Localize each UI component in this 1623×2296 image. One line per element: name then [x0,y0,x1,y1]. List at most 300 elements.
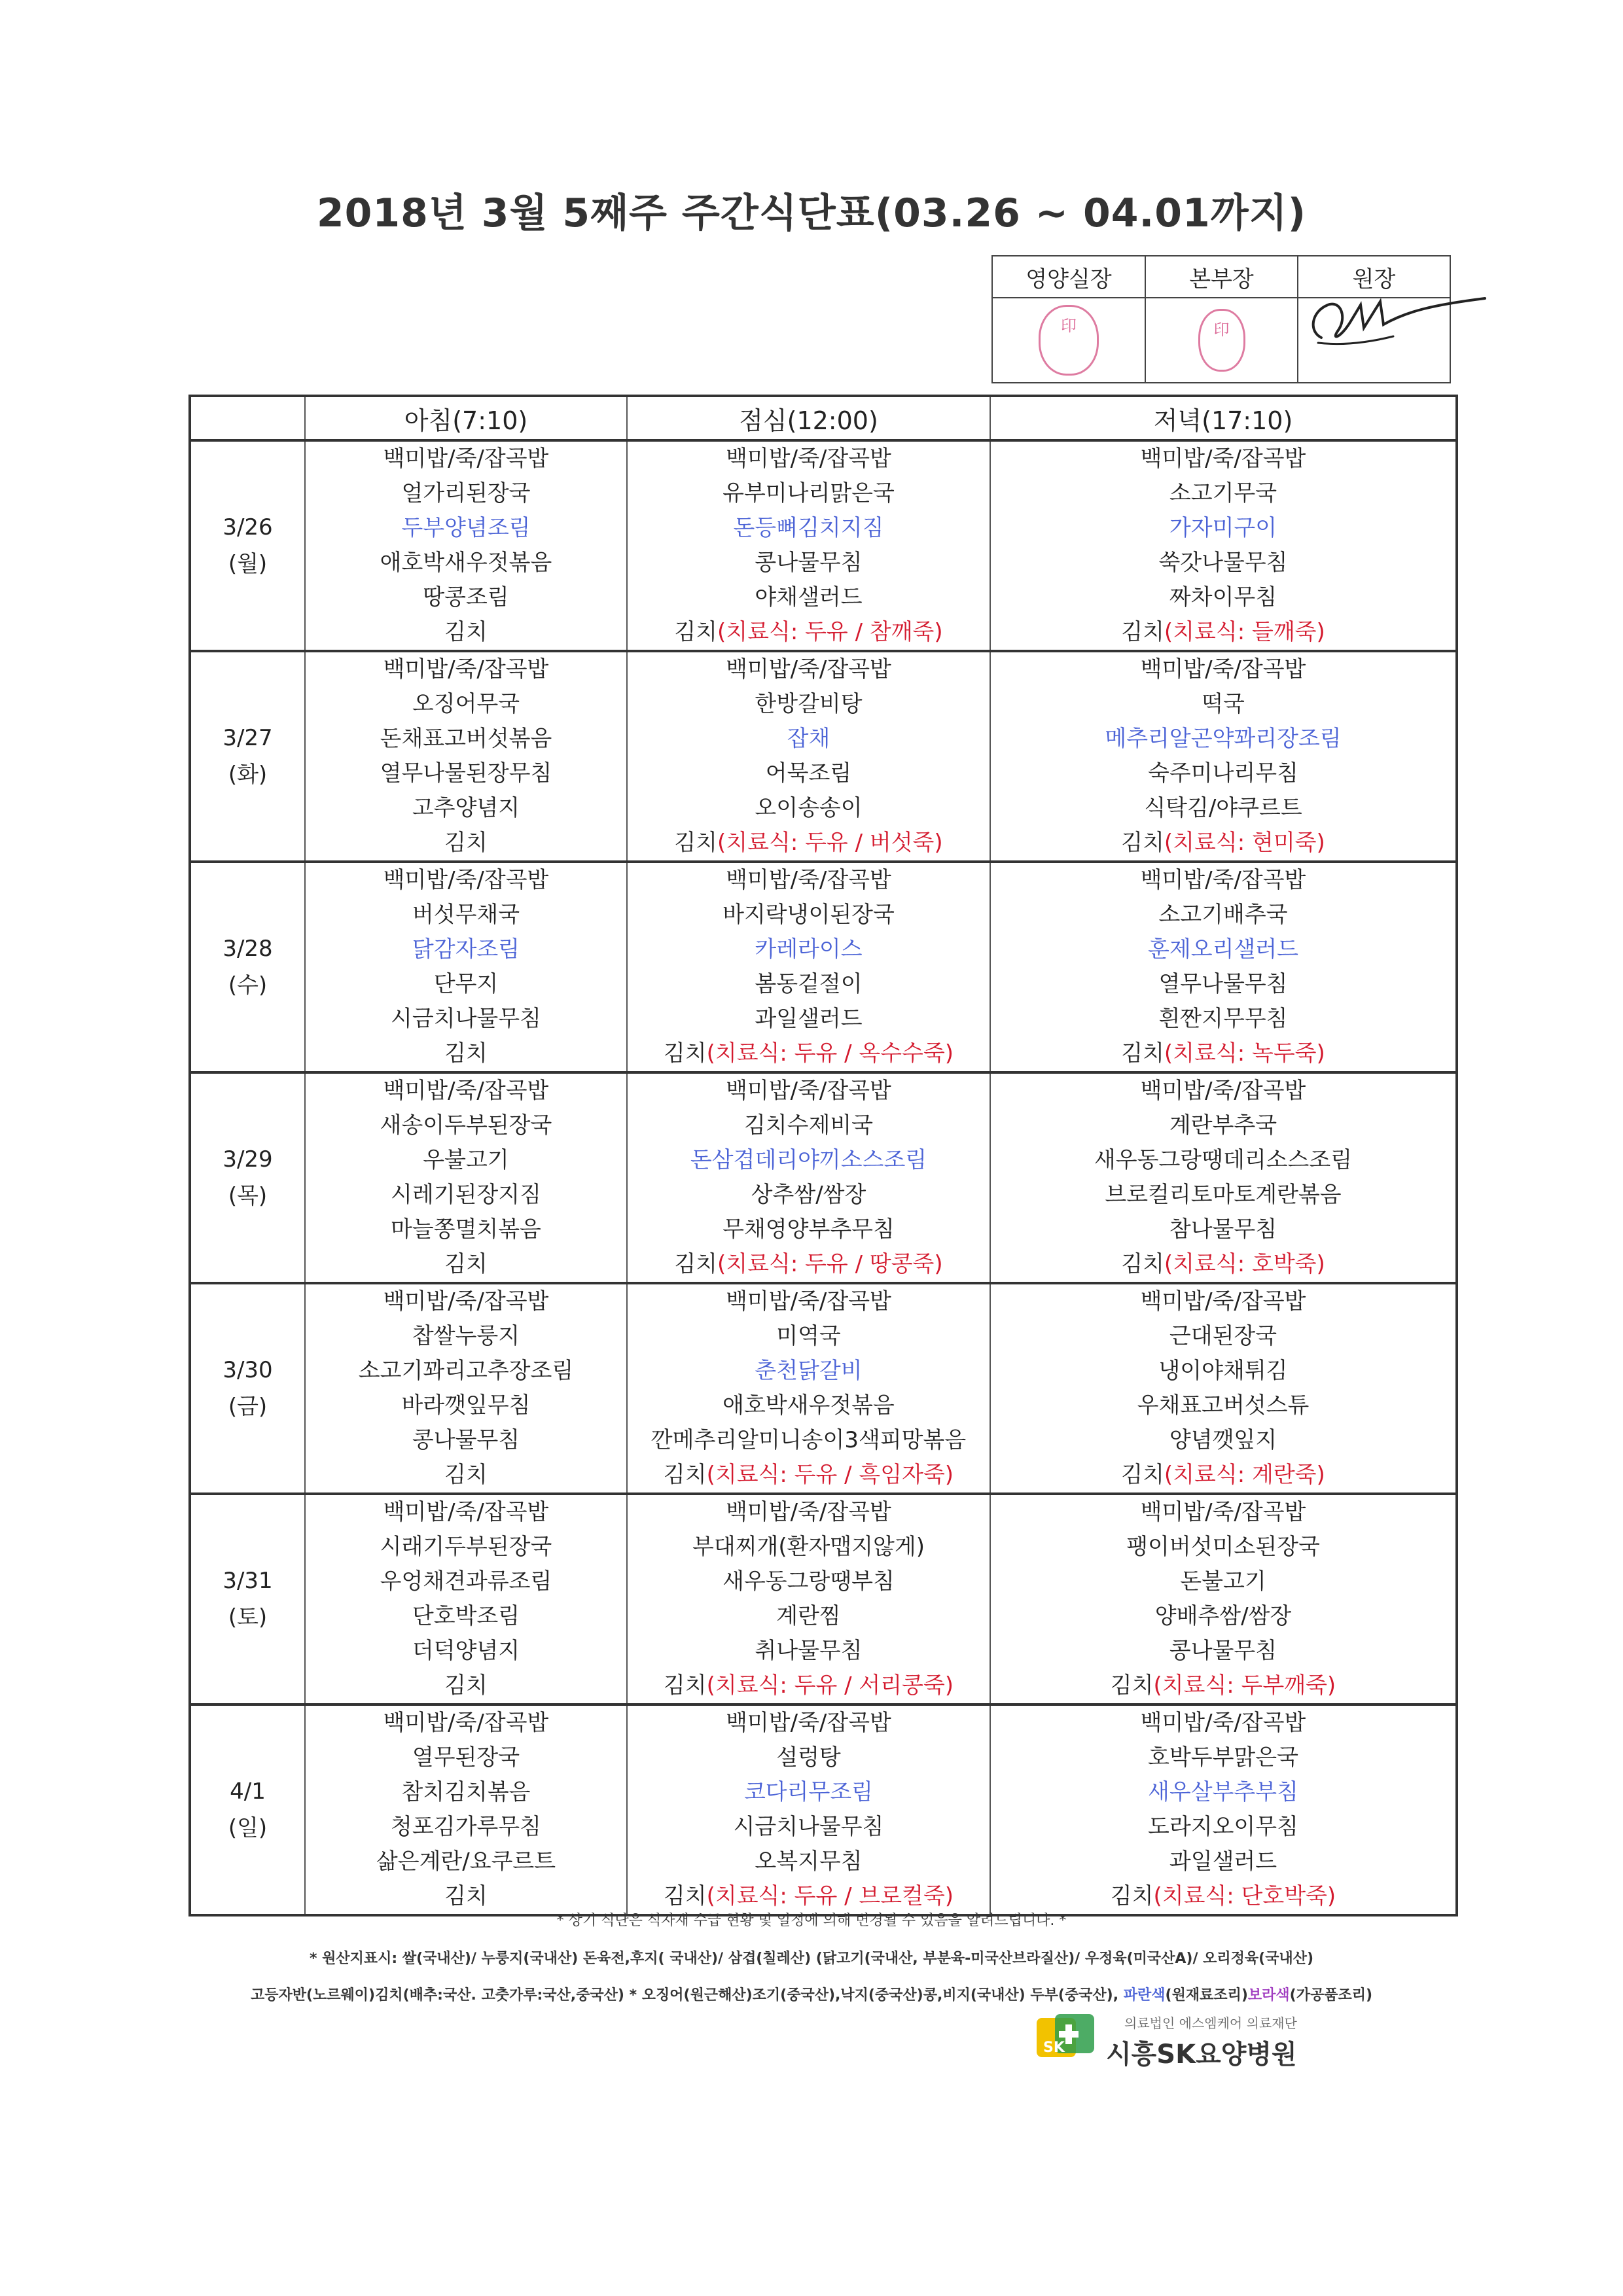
dish-name: 고추양념지 [412,795,520,821]
main-dish-highlight: 돈등뼈김치지짐 [733,515,884,541]
menu-item [991,1634,1455,1669]
menu-item [991,1108,1455,1143]
day-date: 3/30 [223,1357,273,1383]
dish-name: 김치 [663,1883,707,1909]
dish-name: 계란부추국 [1169,1112,1277,1139]
menu-item [628,1775,990,1810]
menu-item [991,1284,1455,1319]
seal-stamp: 印 [1039,305,1099,376]
dish-name: 한방갈비탕 [755,691,863,717]
main-dish-highlight: 잡채 [787,726,830,752]
dish-name: 시금치나물무침 [733,1814,884,1840]
handwritten-signature [1302,266,1498,357]
menu-item [991,1458,1455,1492]
day-weekday: (목) [228,1183,268,1209]
menu-item [628,1423,990,1458]
menu-item [991,1247,1455,1282]
dish-name: 새우동그랑땡데리소스조림 [1094,1147,1353,1173]
hospital-subtitle: 의료법인 에스엠케어 의료재단 [1124,2015,1297,2031]
menu-item [306,1036,626,1071]
menu-day-row [190,1072,1457,1283]
blue-legend-word: 파란색 [1123,1987,1166,2004]
dish-name: 백미밥/죽/잡곡밥 [1140,446,1306,472]
menu-item [628,826,990,860]
day-weekday: (일) [228,1815,268,1841]
menu-item [628,1669,990,1703]
dish-name: 백미밥/죽/잡곡밥 [726,867,891,893]
dish-name: 콩나물무침 [412,1427,520,1453]
menu-item [306,476,626,511]
dish-name: 소고기배추국 [1158,902,1288,928]
menu-item [628,1002,990,1036]
meal-cell-breakfast [305,1072,627,1283]
dish-name: 단무지 [433,971,499,997]
dish-name: 백미밥/죽/잡곡밥 [1140,656,1306,682]
menu-item [628,1212,990,1247]
therapeutic-diet-note: (치료식: 두유 / 서리콩죽) [706,1672,954,1699]
dish-name: 김치 [1121,830,1164,856]
main-dish-highlight: 춘천닭갈비 [755,1358,863,1384]
menu-item [991,546,1455,580]
menu-item [306,1740,626,1775]
menu-item [306,1775,626,1810]
dish-name: 과일샐러드 [1169,1848,1277,1875]
menu-item [306,1108,626,1143]
dish-name: 식탁김/야쿠르트 [1144,795,1302,821]
approval-seal-director [1145,298,1298,383]
dish-name: 참치김치볶음 [401,1779,531,1805]
menu-item [991,687,1455,722]
menu-item [628,722,990,756]
menu-item [991,1810,1455,1845]
svg-text:SK: SK [1043,2040,1065,2056]
dish-name: 김치 [444,1251,488,1277]
menu-item [306,1178,626,1212]
header-lunch: 점심(12:00) [627,396,990,440]
dish-name: 백미밥/죽/잡곡밥 [383,446,549,472]
menu-item [628,615,990,650]
dish-name: 양배추쌈/쌈장 [1154,1603,1292,1629]
dish-name: 김치 [1121,1040,1164,1067]
dish-name: 브로컬리토마토계란볶음 [1105,1182,1342,1208]
dish-name: 바지락냉이된장국 [722,902,895,928]
menu-day-row [190,862,1457,1072]
menu-item [991,863,1455,898]
dish-name: 김치 [1110,1672,1154,1699]
menu-item [628,1247,990,1282]
dish-name: 야채샐러드 [755,584,863,610]
menu-item [306,1810,626,1845]
day-date: 4/1 [230,1778,266,1805]
therapeutic-diet-note: (치료식: 두유 / 흑임자죽) [706,1462,954,1488]
dish-name: 호박두부맑은국 [1148,1744,1298,1771]
menu-item [306,932,626,967]
therapeutic-diet-note: (치료식: 두유 / 버섯죽) [717,830,943,856]
hospital-brand [1033,2007,1373,2073]
menu-item [306,1143,626,1178]
dish-name: 김치 [444,1462,488,1488]
main-dish-highlight: 새우살부추부침 [1148,1779,1298,1805]
menu-item [991,1564,1455,1599]
menu-day-row [190,440,1457,651]
dish-name: 우불고기 [423,1147,509,1173]
menu-item [306,1002,626,1036]
menu-item [306,442,626,476]
menu-item [306,863,626,898]
menu-item [991,652,1455,687]
menu-item [628,546,990,580]
main-dish-highlight: 가자미구이 [1169,515,1277,541]
menu-item [306,1319,626,1354]
main-dish-highlight: 카레라이스 [755,936,863,963]
origin-text: 고등자반(노르웨이)김치(배추:국산. 고춧가루:국산,중국산) * 오징어(원근해산)조기(중국산),낙지(중국산)콩,비지(국내산) 두부(중국산), [250,1987,1124,2004]
menu-item [991,967,1455,1002]
menu-item [306,580,626,615]
menu-item [991,442,1455,476]
dish-name: 돈불고기 [1180,1568,1266,1595]
hospital-logo-icon [1033,2011,1098,2064]
menu-day-row [190,1704,1457,1915]
menu-item [991,826,1455,860]
dish-name: 오이송송이 [755,795,863,821]
day-label [190,1704,305,1915]
dish-name: 백미밥/죽/잡곡밥 [1140,1710,1306,1736]
dish-name: 설렁탕 [776,1744,841,1771]
menu-body [190,440,1457,1915]
menu-item [628,1284,990,1319]
meal-cell-lunch [627,651,990,862]
dish-name: 유부미나리맑은국 [722,480,895,506]
menu-item [991,1212,1455,1247]
header-day [190,396,305,440]
menu-item [628,791,990,826]
meal-cell-breakfast [305,1704,627,1915]
meal-cell-lunch [627,1494,990,1704]
menu-item [628,476,990,511]
menu-item [306,1074,626,1108]
dish-name: 찹쌀누룽지 [412,1323,520,1349]
dish-name: 김치 [1121,619,1164,645]
menu-item [628,756,990,791]
dish-name: 소고기무국 [1169,480,1277,506]
origin-info-line2 [0,1984,1623,2004]
dish-name: 상추쌈/쌈장 [751,1182,866,1208]
dish-name: 애호박새우젓볶음 [380,550,552,576]
meal-cell-breakfast [305,651,627,862]
menu-item [991,1845,1455,1879]
dish-name: 깐메추리알미니송이3색피망볶음 [651,1427,967,1453]
menu-item [991,932,1455,967]
menu-item [628,1036,990,1071]
day-label [190,651,305,862]
meal-cell-lunch [627,1072,990,1283]
menu-item [628,687,990,722]
day-label [190,862,305,1072]
meal-cell-dinner [990,1283,1457,1494]
dish-name: 단호박조림 [412,1603,520,1629]
menu-item [306,1247,626,1282]
menu-item [306,511,626,546]
purple-legend-note: (가공품조리) [1289,1987,1373,2004]
dish-name: 백미밥/죽/잡곡밥 [1140,1288,1306,1315]
dish-name: 김치 [444,830,488,856]
menu-item [991,1074,1455,1108]
meal-cell-lunch [627,862,990,1072]
menu-item [991,1178,1455,1212]
dish-name: 김치 [444,1040,488,1067]
meal-cell-breakfast [305,862,627,1072]
dish-name: 콩나물무침 [1169,1638,1277,1664]
dish-name: 김치 [444,619,488,645]
menu-item [628,1074,990,1108]
dish-name: 시레기된장지짐 [391,1182,541,1208]
menu-item [628,1740,990,1775]
dish-name: 열무나물된장무침 [380,760,552,786]
dish-name: 우엉채견과류조림 [380,1568,552,1595]
dish-name: 얼가리된장국 [401,480,531,506]
dish-name: 김치 [674,830,718,856]
dish-name: 양념깻잎지 [1169,1427,1277,1453]
dish-name: 새송이두부된장국 [380,1112,552,1139]
dish-name: 시금치나물무침 [391,1006,541,1032]
menu-item [991,615,1455,650]
menu-item [306,1495,626,1530]
dish-name: 새우동그랑땡부침 [722,1568,895,1595]
weekly-menu-table [188,395,1458,1916]
menu-item [306,1634,626,1669]
day-weekday: (수) [228,972,268,998]
dish-name: 부대찌개(환자맵지않게) [692,1534,925,1560]
menu-item [628,898,990,932]
header-breakfast: 아침(7:10) [305,396,627,440]
dish-name: 오징어무국 [412,691,520,717]
approval-header-director: 본부장 [1145,256,1298,298]
therapeutic-diet-note: (치료식: 단호박죽) [1153,1883,1336,1909]
dish-name: 떡국 [1202,691,1245,717]
therapeutic-diet-note: (치료식: 계란죽) [1164,1462,1325,1488]
menu-day-row [190,1494,1457,1704]
dish-name: 버섯무채국 [412,902,520,928]
menu-item [306,615,626,650]
day-weekday: (금) [228,1394,268,1420]
dish-name: 마늘쫑멸치볶음 [391,1216,541,1243]
menu-item [306,722,626,756]
menu-item [628,1530,990,1564]
dish-name: 애호박새우젓볶음 [722,1392,895,1419]
dish-name: 김치 [674,619,718,645]
therapeutic-diet-note: (치료식: 두부깨죽) [1153,1672,1336,1699]
menu-item [991,1388,1455,1423]
day-date: 3/27 [223,725,273,751]
dish-name: 백미밥/죽/잡곡밥 [1140,1078,1306,1104]
menu-item [991,511,1455,546]
origin-info-line1: * 원산지표시: 쌀(국내산)/ 누룽지(국내산) 돈육전,후지( 국내산)/ 삼겹(칠레산) (닭고기(국내산, 부분육-미국산브라질산)/ 우정육(미국산A)/ 오리정육(국내산) [309,1951,1314,1967]
therapeutic-diet-note: (치료식: 두유 / 땅콩죽) [717,1251,943,1277]
dish-name: 백미밥/죽/잡곡밥 [1140,1499,1306,1525]
dish-name: 김치 [1121,1462,1164,1488]
menu-item [991,898,1455,932]
dish-name: 백미밥/죽/잡곡밥 [726,656,891,682]
day-date: 3/26 [223,514,273,540]
menu-item [628,1108,990,1143]
menu-item [306,1599,626,1634]
dish-name: 취나물무침 [755,1638,863,1664]
menu-item [991,1740,1455,1775]
therapeutic-diet-note: (치료식: 두유 / 옥수수죽) [706,1040,954,1067]
menu-item [991,1319,1455,1354]
dish-name: 바라깻잎무침 [401,1392,531,1419]
menu-item [306,791,626,826]
menu-item [306,1284,626,1319]
menu-item [628,1634,990,1669]
therapeutic-diet-note: (치료식: 두유 / 브로컬죽) [706,1883,954,1909]
menu-item [306,1458,626,1492]
menu-item [628,652,990,687]
dish-name: 도라지오이무침 [1148,1814,1298,1840]
menu-item [991,1669,1455,1703]
dish-name: 땅콩조림 [423,584,509,610]
meal-cell-lunch [627,440,990,651]
dish-name: 청포김가루무침 [391,1814,541,1840]
dish-name: 숙주미나리무침 [1148,760,1298,786]
approval-header-nutrition: 영양실장 [992,256,1145,298]
main-dish-highlight: 닭감자조림 [412,936,520,963]
menu-item [306,687,626,722]
menu-item [628,1319,990,1354]
menu-item [306,756,626,791]
menu-item [991,1002,1455,1036]
menu-item [628,1495,990,1530]
meal-cell-lunch [627,1704,990,1915]
menu-item [306,1212,626,1247]
dish-name: 시래기두부된장국 [380,1534,552,1560]
menu-item [991,1423,1455,1458]
dish-name: 김치 [1110,1883,1154,1909]
menu-item [991,1530,1455,1564]
dish-name: 김치 [674,1251,718,1277]
main-dish-highlight: 두부양념조림 [401,515,531,541]
day-label [190,1072,305,1283]
dish-name: 백미밥/죽/잡곡밥 [383,656,549,682]
day-label [190,1283,305,1494]
dish-name: 더덕양념지 [412,1638,520,1664]
dish-name: 김치 [444,1883,488,1909]
menu-item [628,1564,990,1599]
menu-item [628,1178,990,1212]
purple-legend-word: 보라색 [1247,1987,1290,2004]
change-notice: * 상기 식단은 식자재 수급 현황 및 일정에 의해 변경될 수 있음을 알려드립니다. * [556,1913,1067,1929]
menu-day-row [190,651,1457,862]
dish-name: 짜차이무침 [1169,584,1277,610]
menu-item [628,863,990,898]
menu-item [628,932,990,967]
menu-item [628,1810,990,1845]
dish-name: 팽이버섯미소된장국 [1126,1534,1320,1560]
dish-name: 백미밥/죽/잡곡밥 [383,1710,549,1736]
therapeutic-diet-note: (치료식: 호박죽) [1164,1251,1325,1277]
day-date: 3/31 [223,1568,273,1594]
dish-name: 삶은계란/요쿠르트 [376,1848,556,1875]
menu-item [306,1423,626,1458]
menu-item [306,546,626,580]
day-date: 3/28 [223,936,273,962]
dish-name: 김치수제비국 [743,1112,874,1139]
menu-item [991,1354,1455,1388]
approval-signature-chief [1298,298,1450,383]
meal-cell-dinner [990,1704,1457,1915]
header-dinner: 저녁(17:10) [990,396,1457,440]
menu-item [991,756,1455,791]
dish-name: 백미밥/죽/잡곡밥 [383,1499,549,1525]
dish-name: 참나물무침 [1169,1216,1277,1243]
dish-name: 쑥갓나물무침 [1158,550,1288,576]
dish-name: 백미밥/죽/잡곡밥 [383,1078,549,1104]
dish-name: 김치 [663,1040,707,1067]
menu-item [991,476,1455,511]
meal-cell-breakfast [305,1494,627,1704]
main-dish-highlight: 훈제오리샐러드 [1148,936,1298,963]
dish-name: 김치 [1121,1251,1164,1277]
menu-item [306,1564,626,1599]
dish-name: 우채표고버섯스튜 [1137,1392,1310,1419]
dish-name: 계란찜 [776,1603,841,1629]
dish-name: 열무나물무침 [1158,971,1288,997]
seal-stamp: 印 [1198,309,1245,372]
menu-item [306,1706,626,1740]
menu-item [628,967,990,1002]
dish-name: 백미밥/죽/잡곡밥 [1140,867,1306,893]
menu-item [628,580,990,615]
dish-name: 김치 [663,1462,707,1488]
main-dish-highlight: 메추리알곤약꽈리장조림 [1105,726,1342,752]
menu-item [628,1845,990,1879]
menu-item [306,898,626,932]
dish-name: 미역국 [776,1323,841,1349]
meal-cell-breakfast [305,1283,627,1494]
dish-name: 흰짠지무무침 [1158,1006,1288,1032]
dish-name: 냉이야채튀김 [1158,1358,1288,1384]
dish-name: 김치 [663,1672,707,1699]
main-dish-highlight: 코다리무조림 [743,1779,874,1805]
dish-name: 김치 [444,1672,488,1699]
menu-item [991,1599,1455,1634]
menu-item [628,1458,990,1492]
menu-item [628,442,990,476]
menu-item [306,967,626,1002]
meal-cell-dinner [990,1494,1457,1704]
therapeutic-diet-note: (치료식: 두유 / 참깨죽) [717,619,943,645]
meal-cell-lunch [627,1283,990,1494]
day-weekday: (월) [228,551,268,577]
dish-name: 소고기꽈리고추장조림 [358,1358,574,1384]
dish-name: 근대된장국 [1169,1323,1277,1349]
approval-table [991,255,1451,383]
day-date: 3/29 [223,1146,273,1173]
dish-name: 어묵조림 [765,760,852,786]
menu-item [628,1388,990,1423]
dish-name: 과일샐러드 [755,1006,863,1032]
approval-seal-nutrition [992,298,1145,383]
page-title: 2018년 3월 5째주 주간식단표(03.26 ~ 04.01까지) [316,190,1307,236]
meal-cell-breakfast [305,440,627,651]
dish-name: 무채영양부추무침 [722,1216,895,1243]
dish-name: 백미밥/죽/잡곡밥 [726,1288,891,1315]
menu-item [306,1388,626,1423]
approval-header-chief: 원장 [1298,256,1450,298]
therapeutic-diet-note: (치료식: 녹두죽) [1164,1040,1325,1067]
menu-item [628,1599,990,1634]
menu-item [991,580,1455,615]
